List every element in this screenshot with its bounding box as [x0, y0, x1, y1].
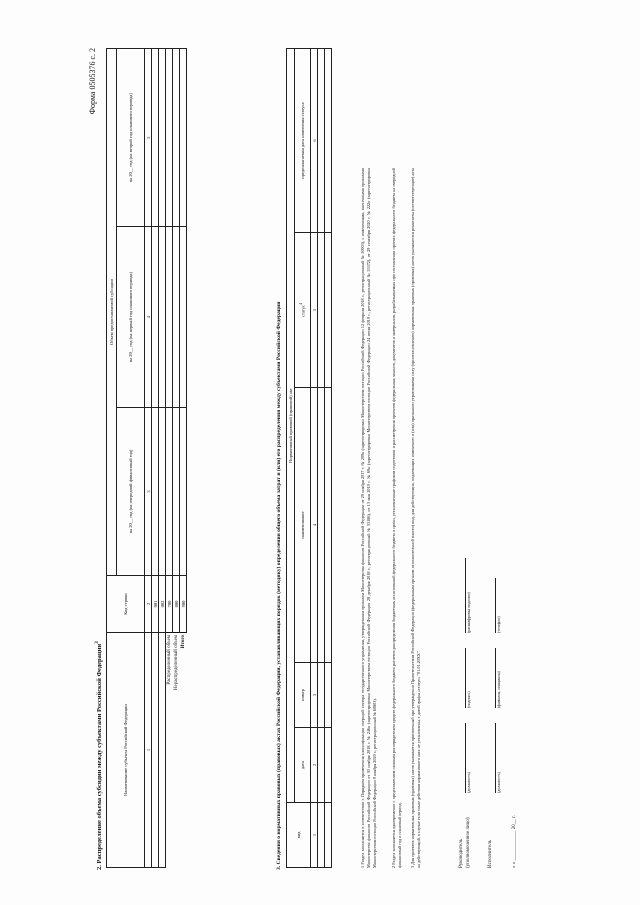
data-cell[interactable] — [325, 663, 332, 728]
head-position-field[interactable] — [458, 723, 472, 793]
code-cell: 002 — [159, 576, 166, 633]
data-cell[interactable] — [318, 803, 325, 868]
data-cell[interactable] — [318, 663, 325, 728]
head-label: Руководитель (уполномоченное лицо) — [459, 817, 471, 868]
data-cell[interactable] — [318, 233, 325, 388]
caption-phone: (телефон) — [496, 616, 501, 633]
col-subject-name: Наименование субъекта Российской Федерации — [107, 633, 145, 868]
caption-position: (должность) — [496, 772, 501, 793]
col-date-change: предполагаемая дата изменения статуса — [295, 49, 311, 233]
data-cell[interactable] — [152, 227, 159, 408]
executor-label: Исполнитель — [488, 840, 493, 868]
data-cell[interactable] — [159, 49, 166, 227]
num-cell: 3 — [145, 407, 152, 575]
data-cell[interactable] — [173, 407, 180, 575]
num-cell: 5 — [311, 233, 318, 388]
executor-position-field[interactable] — [488, 723, 502, 793]
data-cell[interactable] — [152, 633, 159, 868]
data-cell[interactable] — [152, 49, 159, 227]
section3-title: 3. Сведения о нормативных правовых (правовых) актах Российской Федерации, устанавливающих порядок (методику) определения общего объема затрат и (или) его распределения между субъектами Российской Федерации — [276, 301, 282, 870]
num-cell: 1 — [145, 633, 152, 868]
data-cell[interactable] — [318, 49, 325, 233]
num-cell: 6 — [311, 49, 318, 233]
rotated-form — [60, 28, 620, 878]
data-cell[interactable] — [159, 227, 166, 408]
num-cell: 4 — [311, 388, 318, 663]
data-cell[interactable] — [159, 407, 166, 575]
section3-table — [286, 48, 332, 868]
total-label: Итого — [180, 635, 186, 649]
total-label: Распределенный объем — [166, 635, 172, 685]
executor-fio-field[interactable] — [488, 648, 502, 708]
num-cell: 2 — [311, 728, 318, 803]
col-status: статус$^4$ — [295, 233, 311, 388]
num-cell: 4 — [145, 227, 152, 408]
num-cell: 5 — [145, 49, 152, 227]
form-code: Форма 0505376 с. 2 — [88, 48, 97, 115]
data-cell[interactable] — [325, 388, 332, 663]
num-cell: 3 — [311, 663, 318, 728]
data-cell[interactable] — [152, 407, 159, 575]
col-date: дата — [295, 728, 311, 803]
data-cell[interactable] — [173, 227, 180, 408]
code-cell: 700 — [166, 576, 173, 633]
head-decoding-field[interactable] — [458, 558, 472, 633]
data-cell[interactable] — [166, 407, 173, 575]
col-code: Код строки — [107, 576, 145, 633]
data-cell[interactable] — [318, 728, 325, 803]
data-cell[interactable] — [180, 49, 187, 227]
footnote-2: 2 Раздел заполняется одновременно с представлением главным распорядителем средств федерального бюджета расчетов распределения бюджетных ассигнований федерального бюджета в сроки, установленные графиком подготовки и рассмотрения проектов федеральных законов, документов и материалов, разрабатываемых при составлении проекта федерального бюджета на очередной финансовый год и плановый период. — [391, 168, 402, 868]
section2-title: 2. Распределение объема субсидии между субъектами Российской Федерации$^3$ — [94, 641, 104, 870]
footnote-3: 3 Для проектов нормативных правовых (правовых) актов указывается присвоенный при утверждении Правительством Российской Федерации (федеральным органом исполнительной власти) вид, для действующих, подлежащих изменению и (или) признанию утратившими силу (приостановлению) нормативных правовых (правовых) актов указываются реквизиты (соответствующие) акта на действующий, в случае если такие действия нормативного акта не установлены, с датой графы «статус» "01.01.20ХХ". — [410, 168, 421, 868]
col-volume: Объем предоставляемой субсидии — [107, 49, 117, 576]
code-cell: 900 — [180, 576, 187, 633]
date-field[interactable]: « » ____________ 20__ г. — [512, 815, 517, 868]
code-cell: 001 — [152, 576, 159, 633]
col-act: Нормативный правовой (правовой) акт — [287, 49, 295, 803]
caption-fio: (фамилия, инициалы) — [496, 671, 501, 708]
caption-decoding: (расшифровка подписи) — [466, 592, 471, 633]
data-cell[interactable] — [325, 803, 332, 868]
num-cell: 2 — [145, 576, 152, 633]
col-year1: на 20__ год (на очередной финансовый год) — [117, 407, 145, 575]
data-cell[interactable] — [166, 49, 173, 227]
data-cell[interactable] — [325, 233, 332, 388]
footnote-1: 1 Раздел заполняется в соответствии с Порядком применения классификации операций сектора государственного управления, утвержденным приказом Министерства финансов Российской Федерации от 29 ноября 2017 г. № 209н (зарегистрирован Министерством юстиции Российской Федерации 12 февраля 2018 г., регистрационный № 50003), с изменениями, внесенными приказами Министерства финансов Российской Федерации от 30 ноября 2018 г. № 246н (зарегистрирован Министерством юстиции Российской Федерации 28 декабря 2018 г., регистрационный № 53186), от 13 мая 2019 г. № 69н (зарегистрирован Министерством юстиции Российской Федерации 24 июля 2019 г., регистрационный № 55372), от 29 сентября 2020 г. № 222н (зарегистрирован Министерством юстиции Российской Федерации 9 ноября 2020 г., регистрационный № 60803). — [360, 168, 377, 868]
data-cell[interactable] — [159, 633, 166, 868]
num-cell: 1 — [311, 803, 318, 868]
col-type: вид — [287, 803, 311, 868]
data-cell[interactable] — [325, 49, 332, 233]
data-cell[interactable] — [180, 227, 187, 408]
caption-signature: (подпись) — [466, 691, 471, 708]
section2-table — [106, 48, 187, 868]
total-label: Нераспределенный объем — [173, 635, 179, 691]
data-cell[interactable] — [166, 227, 173, 408]
data-cell[interactable] — [325, 728, 332, 803]
head-signature-field[interactable] — [458, 648, 472, 708]
col-number: номер — [295, 663, 311, 728]
col-act-name: наименование — [295, 388, 311, 663]
data-cell[interactable] — [318, 388, 325, 663]
code-cell: 800 — [173, 576, 180, 633]
data-cell[interactable] — [180, 407, 187, 575]
col-year2: на 20__ год (на первый год планового периода) — [117, 227, 145, 408]
caption-position: (должность) — [466, 772, 471, 793]
data-cell[interactable] — [173, 49, 180, 227]
executor-phone-field[interactable] — [488, 578, 502, 633]
col-year3: на 20__ год (на второй год планового периода) — [117, 49, 145, 227]
